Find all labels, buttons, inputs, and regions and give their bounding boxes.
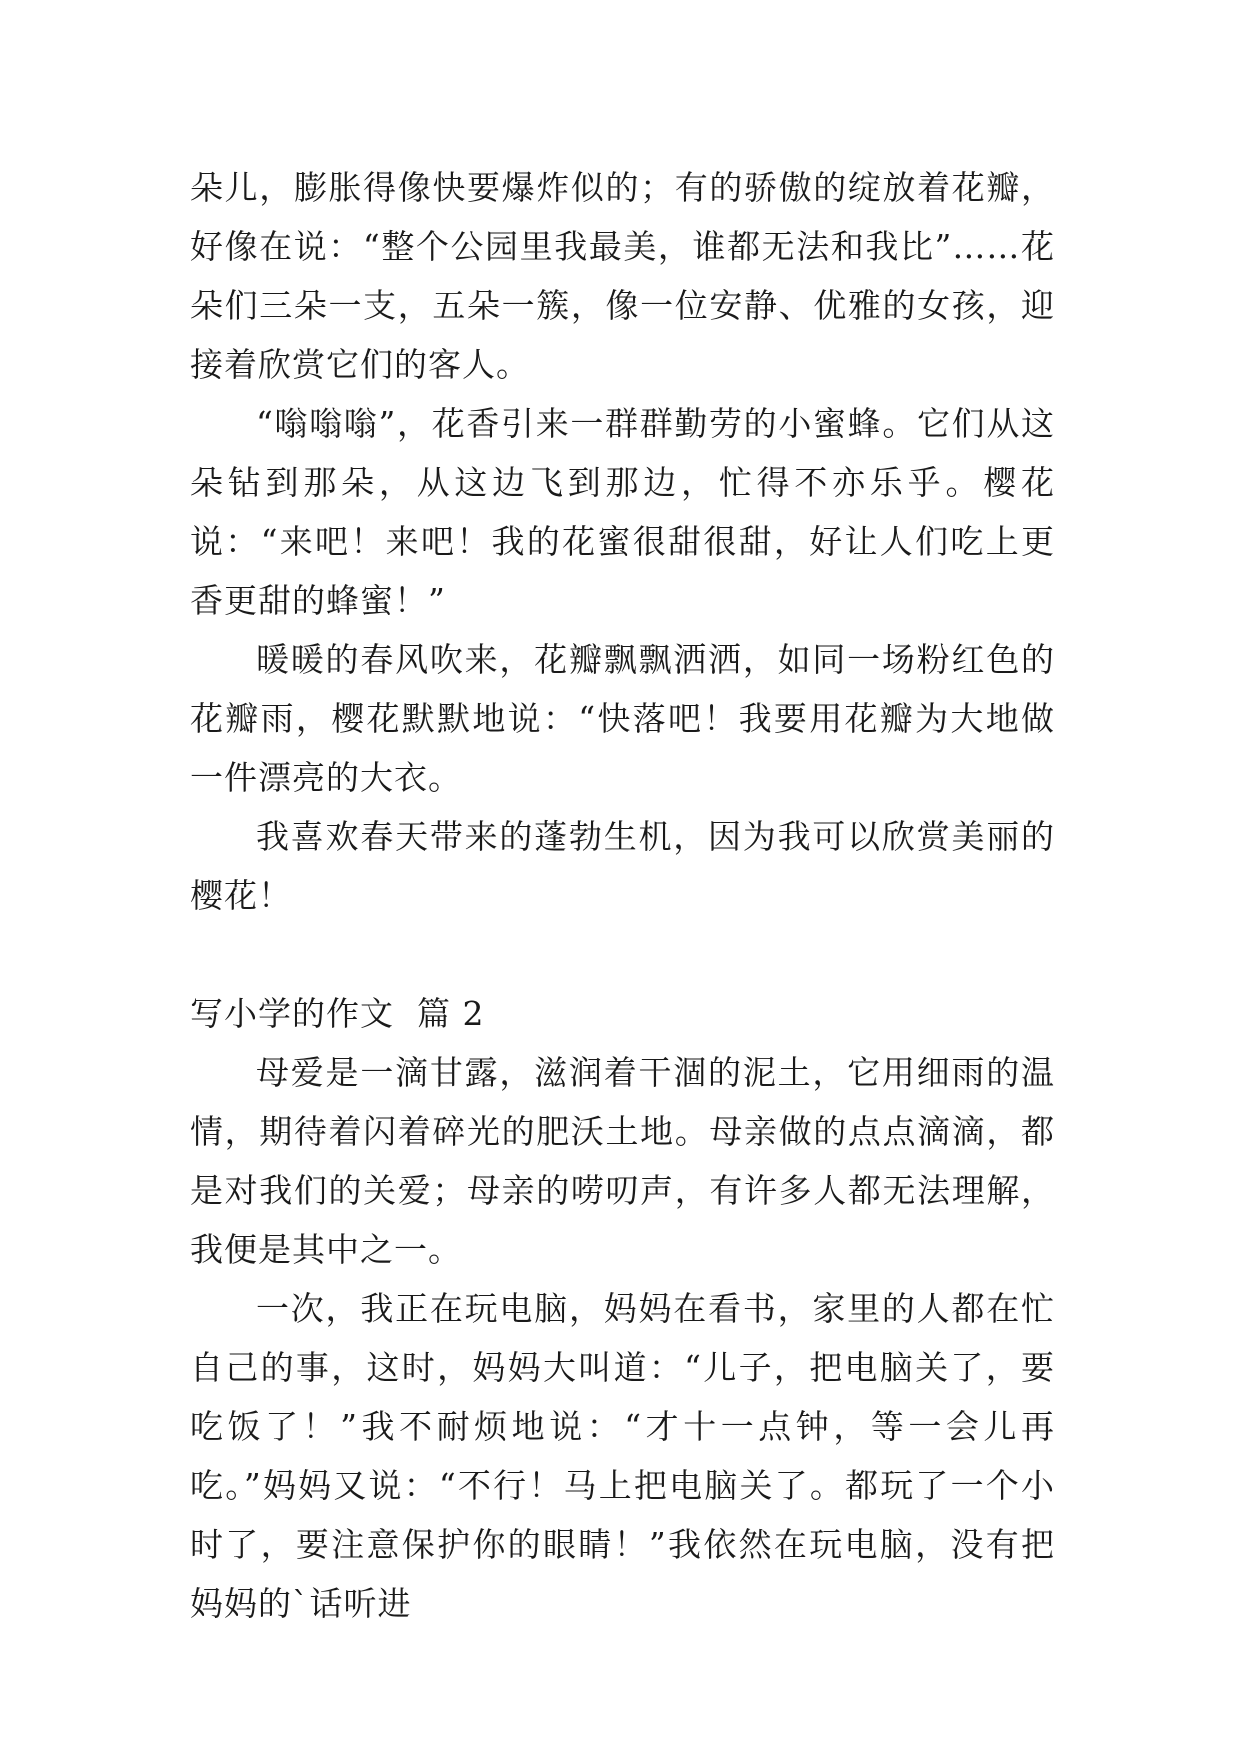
paragraph-1: 朵儿，膨胀得像快要爆炸似的；有的骄傲的绽放着花瓣，好像在说：“整个公园里我最美，谁都无法和我比”……花朵们三朵一支，五朵一簇，像一位安静、优雅的女孩，迎接着欣赏它们的客人。 — [190, 168, 1055, 384]
paragraph-4: 我喜欢春天带来的蓬勃生机，因为我可以欣赏美丽的樱花！ — [190, 817, 1055, 915]
document-body — [190, 158, 1055, 1633]
section-title: 写小学的作文 篇 2 — [190, 994, 485, 1033]
paragraph-2: “嗡嗡嗡”，花香引来一群群勤劳的小蜜蜂。它们从这朵钻到那朵，从这边飞到那边，忙得不亦乐乎。樱花说：“来吧！来吧！我的花蜜很甜很甜，好让人们吃上更香更甜的蜂蜜！” — [190, 404, 1055, 620]
paragraph-6: 一次，我正在玩电脑，妈妈在看书，家里的人都在忙自己的事，这时，妈妈大叫道：“儿子，把电脑关了，要吃饭了！”我不耐烦地说：“才十一点钟，等一会儿再吃。”妈妈又说：“不行！马上把电脑关了。都玩了一个小时了，要注意保护你的眼睛！”我依然在玩电脑，没有把妈妈的`话听进 — [190, 1289, 1055, 1623]
paragraph-3: 暖暖的春风吹来，花瓣飘飘洒洒，如同一场粉红色的花瓣雨，樱花默默地说：“快落吧！我要用花瓣为大地做一件漂亮的大衣。 — [190, 640, 1055, 797]
paragraph-5: 母爱是一滴甘露，滋润着干涸的泥土，它用细雨的温情，期待着闪着碎光的肥沃土地。母亲做的点点滴滴，都是对我们的关爱；母亲的唠叨声，有许多人都无法理解，我便是其中之一。 — [190, 1053, 1055, 1269]
